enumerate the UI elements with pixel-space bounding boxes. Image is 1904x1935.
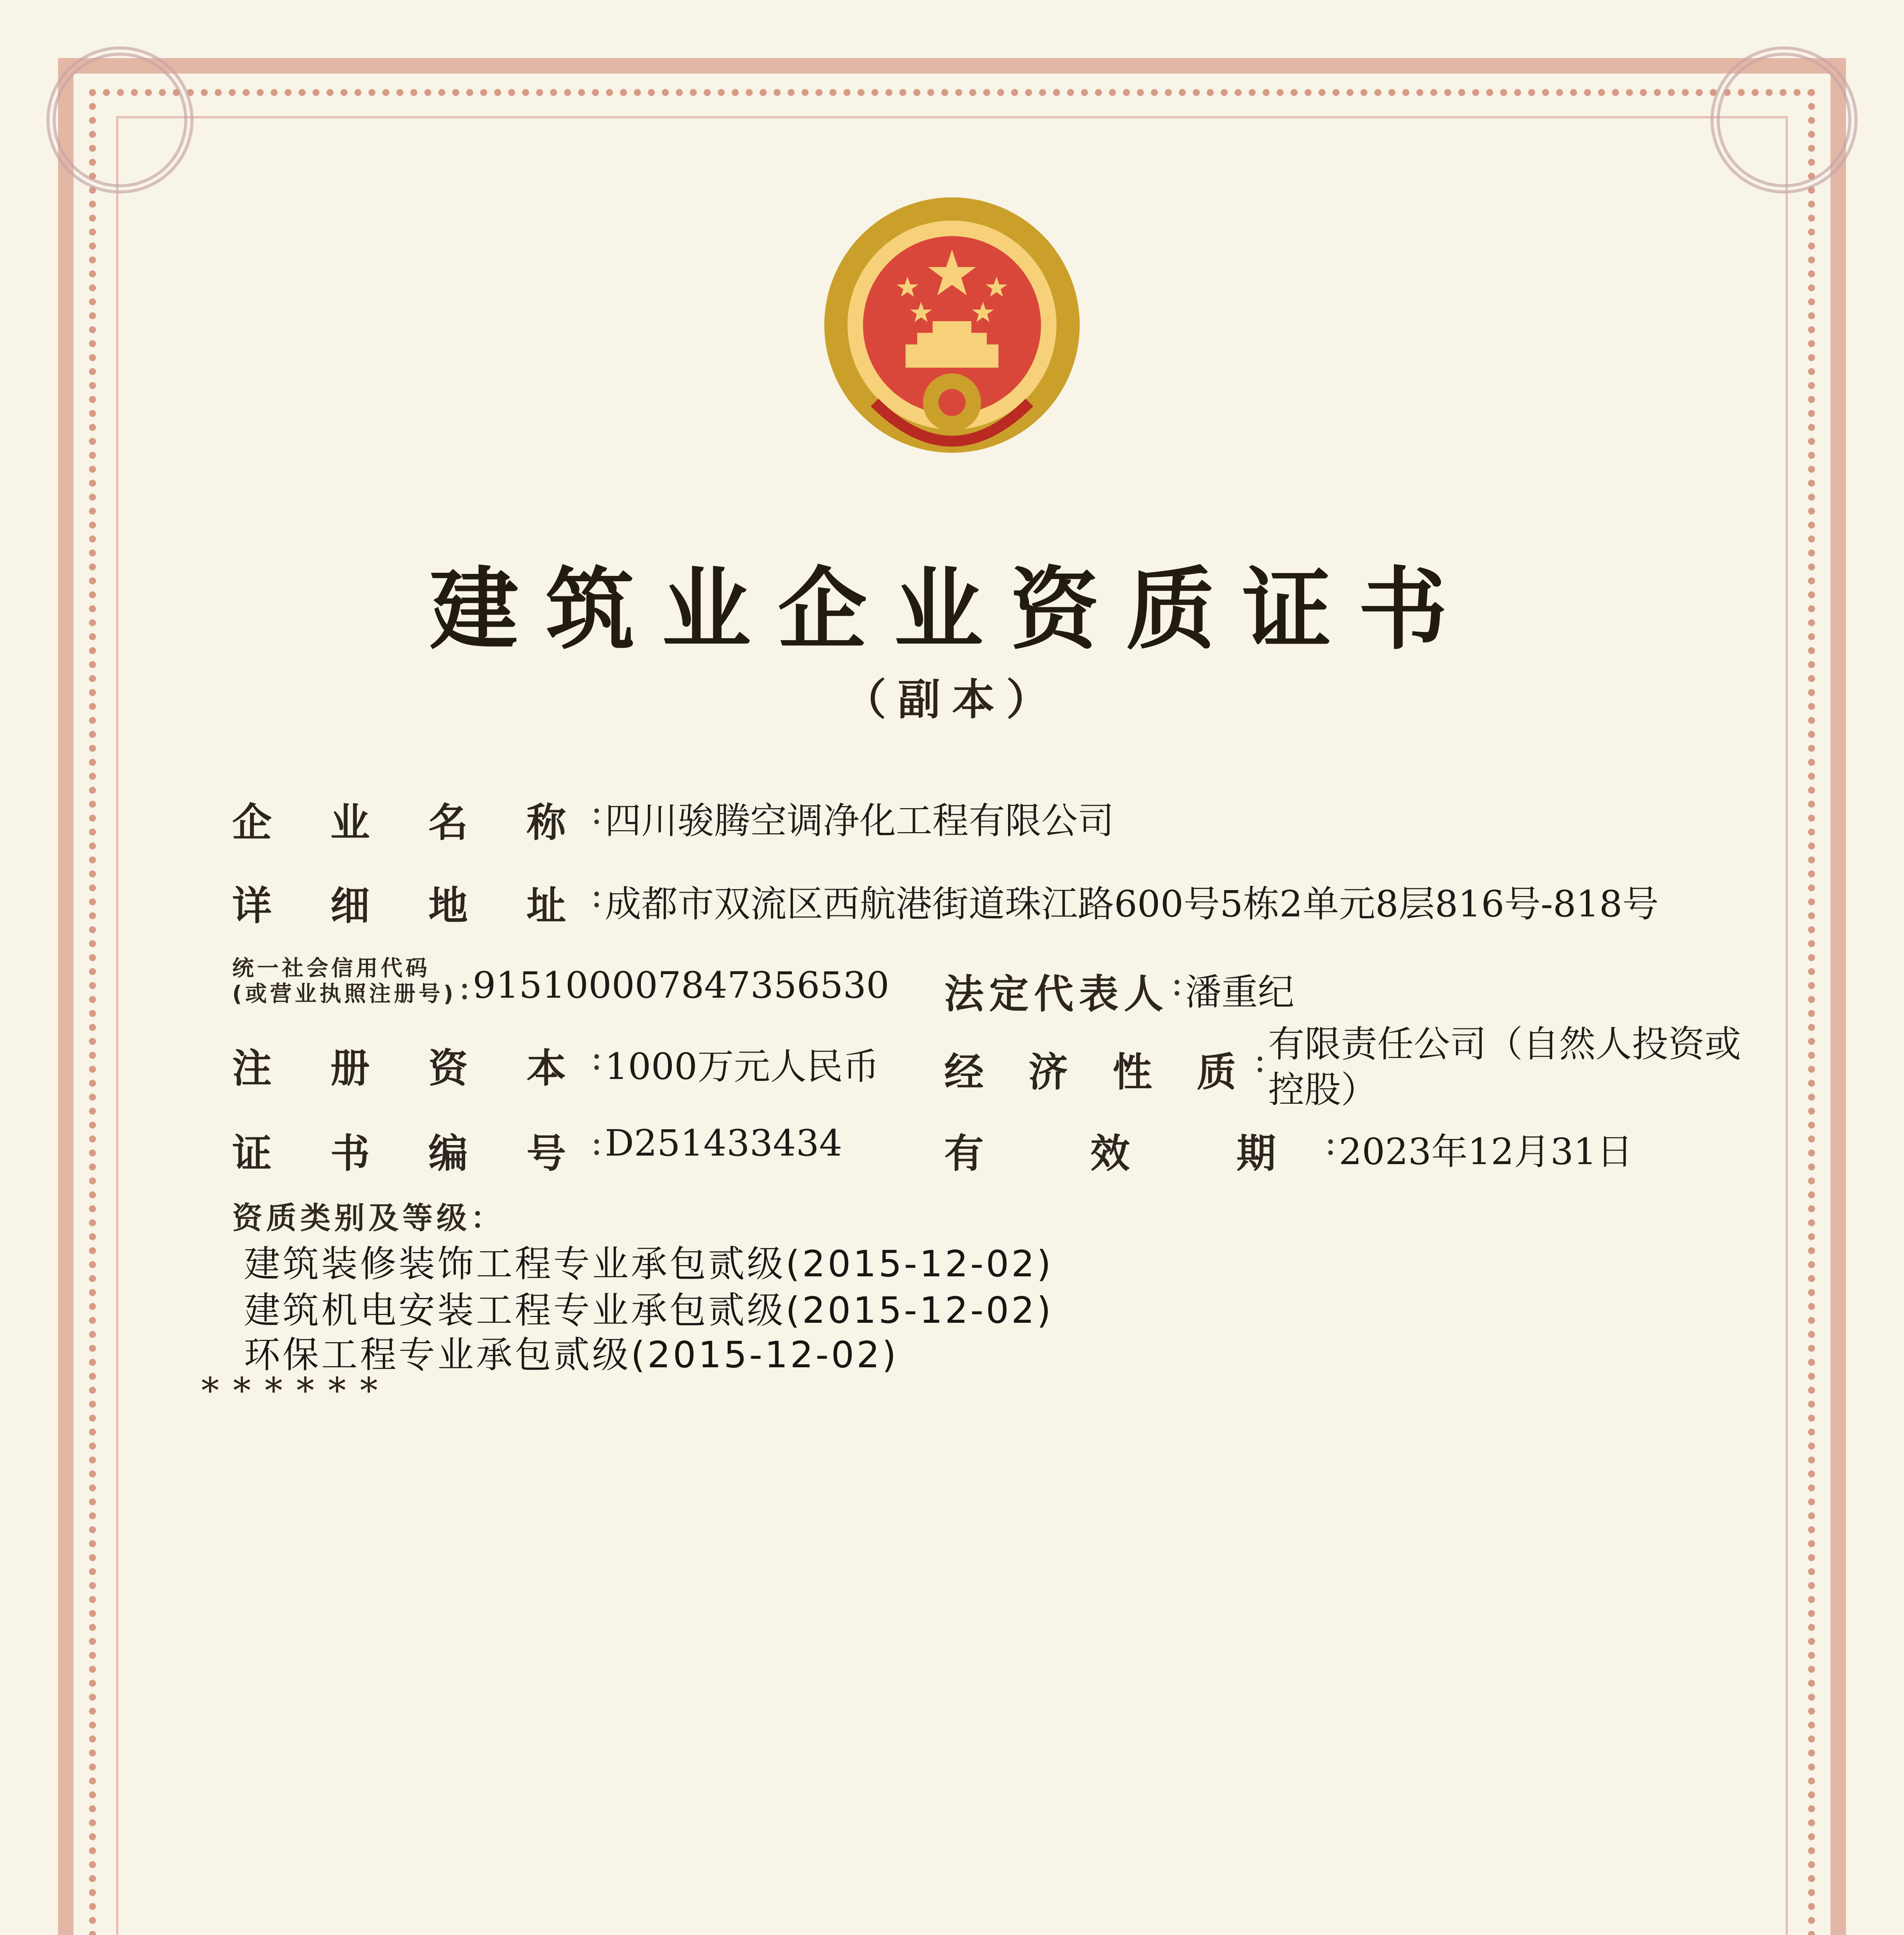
economy-value: 有限责任公司（自然人投资或控股）	[1268, 1023, 1741, 1111]
colon: :	[591, 791, 603, 832]
company-name-label: 企 业 名 称	[232, 800, 589, 846]
certificate-title: 建筑业企业资质证书	[429, 558, 1474, 662]
credit-code-value: 915100007847356530	[473, 964, 890, 1007]
cert-no-value: D251433434	[604, 1122, 842, 1164]
capital-label: 注 册 资 本	[232, 1046, 589, 1092]
company-name-row	[232, 791, 1114, 848]
valid-row	[944, 1122, 1633, 1179]
credit-code-label-line1: 统一社会信用代码	[232, 956, 430, 981]
colon: :	[1325, 1122, 1337, 1163]
colon: :	[591, 1037, 603, 1078]
address-value: 成都市双流区西航港街道珠江路600号5栋2单元8层816号-818号	[604, 883, 1659, 925]
certificate-subtitle: （副本）	[844, 675, 1060, 724]
cert-no-label: 证 书 编 号	[232, 1131, 589, 1177]
credit-code-label	[232, 956, 456, 1007]
emblem-icon	[805, 186, 1099, 480]
qualification-item: 建筑机电安装工程专业承包贰级(2015-12-02)	[244, 1289, 1053, 1332]
colon: :	[591, 1122, 603, 1163]
valid-value: 2023年12月31日	[1339, 1131, 1633, 1173]
legal-rep-value: 潘重纪	[1185, 971, 1294, 1014]
qualifications-label: 资质类别及等级：	[232, 1201, 505, 1236]
colon: :	[1254, 1039, 1266, 1080]
qualification-item: 建筑装修装饰工程专业承包贰级(2015-12-02)	[244, 1243, 1053, 1285]
colon: :	[1171, 963, 1183, 1003]
economy-row	[944, 1022, 1756, 1113]
corner-ornament	[46, 46, 193, 194]
capital-value: 1000万元人民币	[604, 1046, 880, 1088]
corner-ornament	[1711, 46, 1858, 194]
company-name-value: 四川骏腾空调净化工程有限公司	[604, 800, 1114, 842]
cert-no-row	[232, 1122, 842, 1179]
address-label: 详 细 地 址	[232, 883, 589, 929]
colon: :	[591, 875, 603, 915]
list-terminator: ******	[201, 1370, 392, 1411]
credit-code-label-line2: (或营业执照注册号)	[232, 981, 457, 1007]
address-row	[232, 875, 1659, 931]
legal-rep-row	[944, 963, 1294, 1019]
economy-label: 经 济 性 质	[944, 1050, 1252, 1096]
credit-code-row	[232, 956, 889, 1007]
national-emblem	[805, 186, 1099, 480]
valid-label: 有 效 期	[944, 1131, 1323, 1177]
capital-row	[232, 1037, 879, 1094]
legal-rep-label: 法定代表人	[944, 971, 1169, 1017]
qualification-item: 环保工程专业承包贰级(2015-12-02)	[244, 1334, 899, 1376]
colon: :	[459, 967, 471, 1007]
